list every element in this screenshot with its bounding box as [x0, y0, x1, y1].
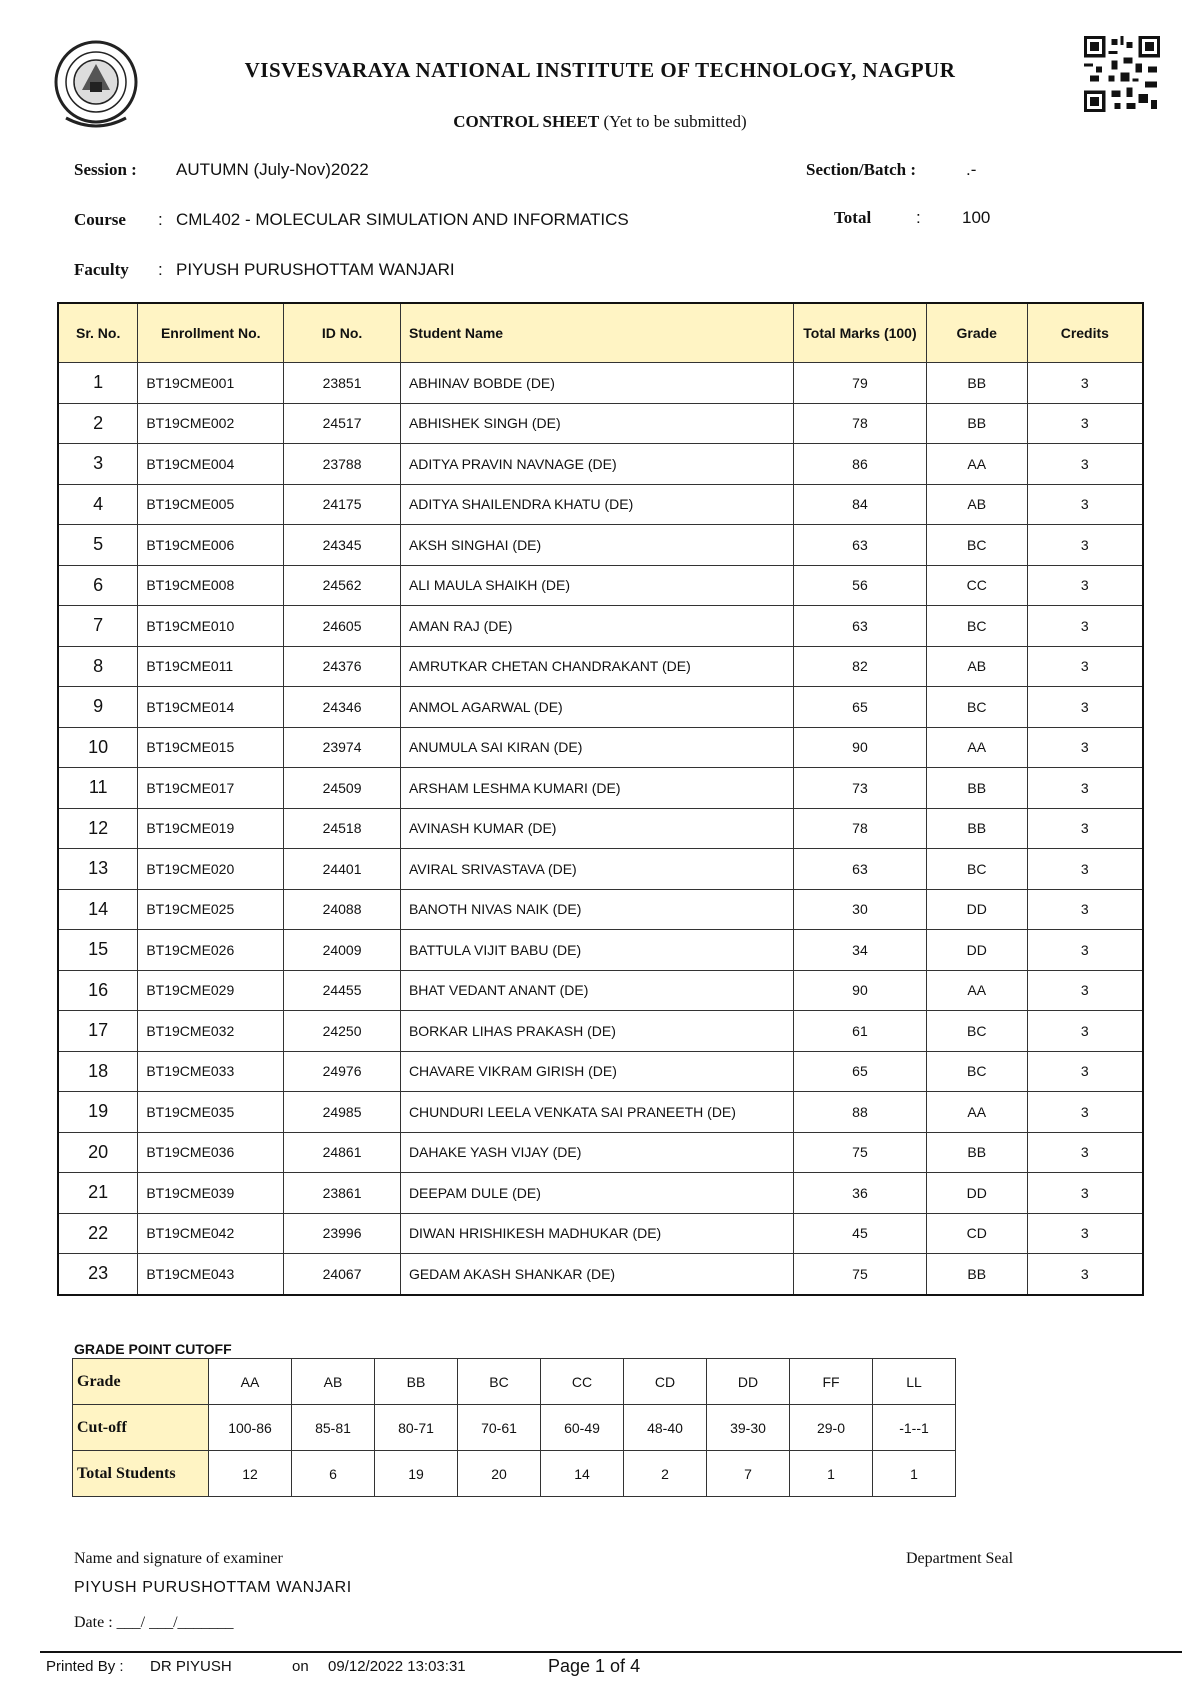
cutoff-row [73, 1451, 956, 1497]
table-cell: 17 [58, 1011, 138, 1052]
table-cell: BB [926, 808, 1027, 849]
column-header: Credits [1027, 303, 1143, 363]
table-row [58, 444, 1143, 485]
table-cell: BC [926, 525, 1027, 566]
cutoff-cell: 39-30 [707, 1405, 790, 1451]
table-cell: 3 [1027, 484, 1143, 525]
cutoff-cell: 60-49 [541, 1405, 624, 1451]
table-cell: 1 [58, 363, 138, 404]
cutoff-cell: 1 [873, 1451, 956, 1497]
cutoff-cell: CC [541, 1359, 624, 1405]
sheet-status: (Yet to be submitted) [603, 112, 747, 131]
cutoff-cell: 85-81 [292, 1405, 375, 1451]
session-value: AUTUMN (July-Nov)2022 [176, 160, 369, 179]
table-cell: BT19CME014 [138, 687, 284, 728]
table-cell: BT19CME026 [138, 930, 284, 971]
table-row [58, 727, 1143, 768]
table-cell: CC [926, 565, 1027, 606]
cutoff-cell: 19 [375, 1451, 458, 1497]
table-row [58, 1173, 1143, 1214]
table-cell: 30 [794, 889, 927, 930]
cutoff-title: GRADE POINT CUTOFF [74, 1341, 232, 1357]
table-cell: 3 [1027, 768, 1143, 809]
table-cell: 36 [794, 1173, 927, 1214]
table-cell: 75 [794, 1254, 927, 1295]
table-cell: BT19CME036 [138, 1132, 284, 1173]
table-cell: 11 [58, 768, 138, 809]
printed-on-label: on [292, 1658, 309, 1675]
table-cell: GEDAM AKASH SHANKAR (DE) [400, 1254, 793, 1295]
table-row [58, 970, 1143, 1011]
table-cell: 3 [58, 444, 138, 485]
table-cell: 24009 [284, 930, 401, 971]
date-field: Date : ___/ ___/_______ [74, 1614, 234, 1631]
table-cell: BB [926, 363, 1027, 404]
table-cell: AA [926, 970, 1027, 1011]
table-cell: DD [926, 1173, 1027, 1214]
table-cell: BC [926, 606, 1027, 647]
session-label: Session : [74, 160, 137, 179]
cutoff-row [73, 1359, 956, 1405]
table-row [58, 484, 1143, 525]
column-header: Sr. No. [58, 303, 138, 363]
table-cell: AMAN RAJ (DE) [400, 606, 793, 647]
table-cell: 16 [58, 970, 138, 1011]
table-cell: 3 [1027, 1092, 1143, 1133]
table-cell: 3 [1027, 889, 1143, 930]
table-cell: 75 [794, 1132, 927, 1173]
table-cell: ARSHAM LESHMA KUMARI (DE) [400, 768, 793, 809]
marks-table [57, 302, 1144, 1296]
total-label: Total [834, 208, 872, 227]
table-cell: 24175 [284, 484, 401, 525]
table-cell: CHUNDURI LEELA VENKATA SAI PRANEETH (DE) [400, 1092, 793, 1133]
cutoff-cell: BC [458, 1359, 541, 1405]
table-cell: AB [926, 646, 1027, 687]
table-cell: 78 [794, 403, 927, 444]
table-cell: 24509 [284, 768, 401, 809]
table-cell: 61 [794, 1011, 927, 1052]
table-cell: 24401 [284, 849, 401, 890]
table-cell: BT19CME004 [138, 444, 284, 485]
table-cell: BT19CME001 [138, 363, 284, 404]
table-cell: 65 [794, 687, 927, 728]
table-cell: 3 [1027, 930, 1143, 971]
cutoff-cell: 20 [458, 1451, 541, 1497]
table-cell: BT19CME019 [138, 808, 284, 849]
section-label: Section/Batch : [806, 160, 917, 179]
marks-table-header [58, 303, 1143, 363]
table-cell: 3 [1027, 1213, 1143, 1254]
table-cell: BT19CME005 [138, 484, 284, 525]
institute-title: VISVESVARAYA NATIONAL INSTITUTE OF TECHNOLOGY, NAGPUR [244, 58, 956, 82]
table-row [58, 930, 1143, 971]
cutoff-cell: DD [707, 1359, 790, 1405]
cutoff-cell: 6 [292, 1451, 375, 1497]
table-cell: 21 [58, 1173, 138, 1214]
table-cell: BC [926, 1051, 1027, 1092]
table-cell: 14 [58, 889, 138, 930]
table-cell: 24376 [284, 646, 401, 687]
table-cell: 90 [794, 970, 927, 1011]
table-cell: 73 [794, 768, 927, 809]
table-cell: BANOTH NIVAS NAIK (DE) [400, 889, 793, 930]
cutoff-cell: AB [292, 1359, 375, 1405]
cutoff-row [73, 1405, 956, 1451]
table-cell: 18 [58, 1051, 138, 1092]
table-cell: 24455 [284, 970, 401, 1011]
cutoff-cell: BB [375, 1359, 458, 1405]
table-cell: 22 [58, 1213, 138, 1254]
table-cell: 79 [794, 363, 927, 404]
table-cell: AMRUTKAR CHETAN CHANDRAKANT (DE) [400, 646, 793, 687]
table-cell: 23788 [284, 444, 401, 485]
cutoff-cell: LL [873, 1359, 956, 1405]
cutoff-cell: 70-61 [458, 1405, 541, 1451]
examiner-label: Name and signature of examiner [74, 1550, 283, 1567]
table-cell: 56 [794, 565, 927, 606]
table-cell: 3 [1027, 1011, 1143, 1052]
table-cell: BT19CME035 [138, 1092, 284, 1133]
table-cell: CD [926, 1213, 1027, 1254]
cutoff-cell: 2 [624, 1451, 707, 1497]
table-cell: 19 [58, 1092, 138, 1133]
table-cell: 23 [58, 1254, 138, 1295]
table-cell: 3 [1027, 849, 1143, 890]
table-cell: BT19CME002 [138, 403, 284, 444]
total-value: 100 [962, 208, 991, 227]
table-cell: 2 [58, 403, 138, 444]
table-cell: DAHAKE YASH VIJAY (DE) [400, 1132, 793, 1173]
table-cell: 3 [1027, 727, 1143, 768]
sheet-title-text: CONTROL SHEET [453, 112, 600, 131]
table-cell: 3 [1027, 565, 1143, 606]
table-cell: 23974 [284, 727, 401, 768]
table-row [58, 565, 1143, 606]
table-row [58, 403, 1143, 444]
table-row [58, 646, 1143, 687]
cutoff-cell: CD [624, 1359, 707, 1405]
table-cell: BT19CME032 [138, 1011, 284, 1052]
table-row [58, 1011, 1143, 1052]
table-row [58, 808, 1143, 849]
table-cell: 12 [58, 808, 138, 849]
table-cell: 8 [58, 646, 138, 687]
table-cell: DIWAN HRISHIKESH MADHUKAR (DE) [400, 1213, 793, 1254]
cutoff-row-label: Cut-off [73, 1405, 209, 1451]
table-row [58, 1213, 1143, 1254]
table-cell: 82 [794, 646, 927, 687]
table-cell: BHAT VEDANT ANANT (DE) [400, 970, 793, 1011]
table-cell: BB [926, 768, 1027, 809]
table-cell: 24088 [284, 889, 401, 930]
table-cell: 4 [58, 484, 138, 525]
table-cell: BT19CME039 [138, 1173, 284, 1214]
table-cell: 88 [794, 1092, 927, 1133]
table-cell: 13 [58, 849, 138, 890]
cutoff-cell: 80-71 [375, 1405, 458, 1451]
table-cell: BB [926, 403, 1027, 444]
table-cell: BT19CME017 [138, 768, 284, 809]
table-cell: 3 [1027, 646, 1143, 687]
marks-table-body [58, 363, 1143, 1295]
table-cell: 24861 [284, 1132, 401, 1173]
table-cell: 3 [1027, 1254, 1143, 1295]
table-cell: BT19CME042 [138, 1213, 284, 1254]
table-cell: BORKAR LIHAS PRAKASH (DE) [400, 1011, 793, 1052]
table-cell: ABHINAV BOBDE (DE) [400, 363, 793, 404]
cutoff-cell: FF [790, 1359, 873, 1405]
table-row [58, 606, 1143, 647]
table-cell: AVIRAL SRIVASTAVA (DE) [400, 849, 793, 890]
column-header: Enrollment No. [138, 303, 284, 363]
table-cell: 3 [1027, 808, 1143, 849]
cutoff-cell: AA [209, 1359, 292, 1405]
table-cell: BC [926, 687, 1027, 728]
table-cell: ANUMULA SAI KIRAN (DE) [400, 727, 793, 768]
cutoff-cell: 1 [790, 1451, 873, 1497]
table-cell: BT19CME033 [138, 1051, 284, 1092]
table-cell: 86 [794, 444, 927, 485]
table-cell: 3 [1027, 403, 1143, 444]
table-cell: 34 [794, 930, 927, 971]
table-cell: 63 [794, 525, 927, 566]
table-row [58, 1132, 1143, 1173]
table-cell: 90 [794, 727, 927, 768]
cutoff-cell: 48-40 [624, 1405, 707, 1451]
table-cell: AVINASH KUMAR (DE) [400, 808, 793, 849]
table-cell: BT19CME029 [138, 970, 284, 1011]
table-cell: AA [926, 727, 1027, 768]
table-cell: 20 [58, 1132, 138, 1173]
table-row [58, 363, 1143, 404]
table-row [58, 1092, 1143, 1133]
table-cell: BT19CME011 [138, 646, 284, 687]
table-cell: 15 [58, 930, 138, 971]
cutoff-cell: 7 [707, 1451, 790, 1497]
table-cell: AKSH SINGHAI (DE) [400, 525, 793, 566]
table-cell: 45 [794, 1213, 927, 1254]
table-cell: 63 [794, 606, 927, 647]
table-cell: 24346 [284, 687, 401, 728]
table-cell: 3 [1027, 970, 1143, 1011]
table-cell: 24518 [284, 808, 401, 849]
cutoff-cell: 12 [209, 1451, 292, 1497]
table-cell: BATTULA VIJIT BABU (DE) [400, 930, 793, 971]
column-header: Student Name [400, 303, 793, 363]
section-value: .- [966, 160, 977, 179]
table-row [58, 687, 1143, 728]
cutoff-cell: 100-86 [209, 1405, 292, 1451]
table-cell: 3 [1027, 1051, 1143, 1092]
column-header: Total Marks (100) [794, 303, 927, 363]
table-cell: 10 [58, 727, 138, 768]
cutoff-cell: 29-0 [790, 1405, 873, 1451]
table-cell: 3 [1027, 687, 1143, 728]
cutoff-cell: 14 [541, 1451, 624, 1497]
table-cell: AA [926, 444, 1027, 485]
table-cell: ALI MAULA SHAIKH (DE) [400, 565, 793, 606]
faculty-sep: : [158, 260, 163, 279]
table-cell: 3 [1027, 1173, 1143, 1214]
footer-divider [40, 1651, 1182, 1653]
table-cell: DD [926, 930, 1027, 971]
department-seal-label: Department Seal [906, 1550, 1014, 1567]
faculty-label: Faculty [74, 260, 129, 279]
examiner-name: PIYUSH PURUSHOTTAM WANJARI [74, 1579, 352, 1596]
table-row [58, 525, 1143, 566]
column-header: ID No. [284, 303, 401, 363]
table-cell: ADITYA SHAILENDRA KHATU (DE) [400, 484, 793, 525]
table-cell: 65 [794, 1051, 927, 1092]
column-header: Grade [926, 303, 1027, 363]
faculty-value: PIYUSH PURUSHOTTAM WANJARI [176, 260, 455, 279]
course-value: CML402 - MOLECULAR SIMULATION AND INFORMATICS [176, 210, 629, 229]
table-row [58, 889, 1143, 930]
printed-by: DR PIYUSH [150, 1658, 232, 1675]
table-cell: 24067 [284, 1254, 401, 1295]
table-cell: 24250 [284, 1011, 401, 1052]
table-cell: 3 [1027, 444, 1143, 485]
table-cell: BB [926, 1132, 1027, 1173]
table-cell: ANMOL AGARWAL (DE) [400, 687, 793, 728]
table-cell: 3 [1027, 525, 1143, 566]
table-cell: AB [926, 484, 1027, 525]
page-number: Page 1 of 4 [548, 1656, 641, 1676]
table-row [58, 849, 1143, 890]
table-cell: ABHISHEK SINGH (DE) [400, 403, 793, 444]
table-cell: 24345 [284, 525, 401, 566]
table-cell: BC [926, 849, 1027, 890]
table-cell: CHAVARE VIKRAM GIRISH (DE) [400, 1051, 793, 1092]
table-cell: 3 [1027, 363, 1143, 404]
cutoff-row-label: Grade [73, 1359, 209, 1405]
table-row [58, 1051, 1143, 1092]
table-cell: AA [926, 1092, 1027, 1133]
table-cell: 23996 [284, 1213, 401, 1254]
table-cell: 24562 [284, 565, 401, 606]
total-sep: : [916, 208, 921, 227]
course-label: Course [74, 210, 126, 229]
table-cell: BB [926, 1254, 1027, 1295]
printed-by-label: Printed By : [46, 1658, 124, 1675]
table-cell: BT19CME006 [138, 525, 284, 566]
table-cell: 78 [794, 808, 927, 849]
table-cell: 84 [794, 484, 927, 525]
table-cell: 63 [794, 849, 927, 890]
table-cell: 24517 [284, 403, 401, 444]
table-cell: 9 [58, 687, 138, 728]
table-cell: 3 [1027, 1132, 1143, 1173]
table-cell: 3 [1027, 606, 1143, 647]
cutoff-row-label: Total Students [73, 1451, 209, 1497]
table-row [58, 768, 1143, 809]
table-cell: BT19CME025 [138, 889, 284, 930]
table-cell: 6 [58, 565, 138, 606]
sheet-title [0, 112, 1200, 132]
course-sep: : [158, 210, 163, 229]
table-cell: 24605 [284, 606, 401, 647]
table-cell: BT19CME043 [138, 1254, 284, 1295]
table-row [58, 1254, 1143, 1295]
table-cell: BT19CME010 [138, 606, 284, 647]
cutoff-cell: -1--1 [873, 1405, 956, 1451]
table-cell: BT19CME015 [138, 727, 284, 768]
table-cell: 23861 [284, 1173, 401, 1214]
table-cell: ADITYA PRAVIN NAVNAGE (DE) [400, 444, 793, 485]
table-cell: 7 [58, 606, 138, 647]
table-cell: DD [926, 889, 1027, 930]
table-cell: 24985 [284, 1092, 401, 1133]
printed-on: 09/12/2022 13:03:31 [328, 1658, 466, 1675]
table-cell: 5 [58, 525, 138, 566]
table-cell: BT19CME020 [138, 849, 284, 890]
table-cell: 24976 [284, 1051, 401, 1092]
cutoff-table [72, 1358, 956, 1497]
table-cell: 23851 [284, 363, 401, 404]
table-cell: BC [926, 1011, 1027, 1052]
table-cell: BT19CME008 [138, 565, 284, 606]
table-cell: DEEPAM DULE (DE) [400, 1173, 793, 1214]
